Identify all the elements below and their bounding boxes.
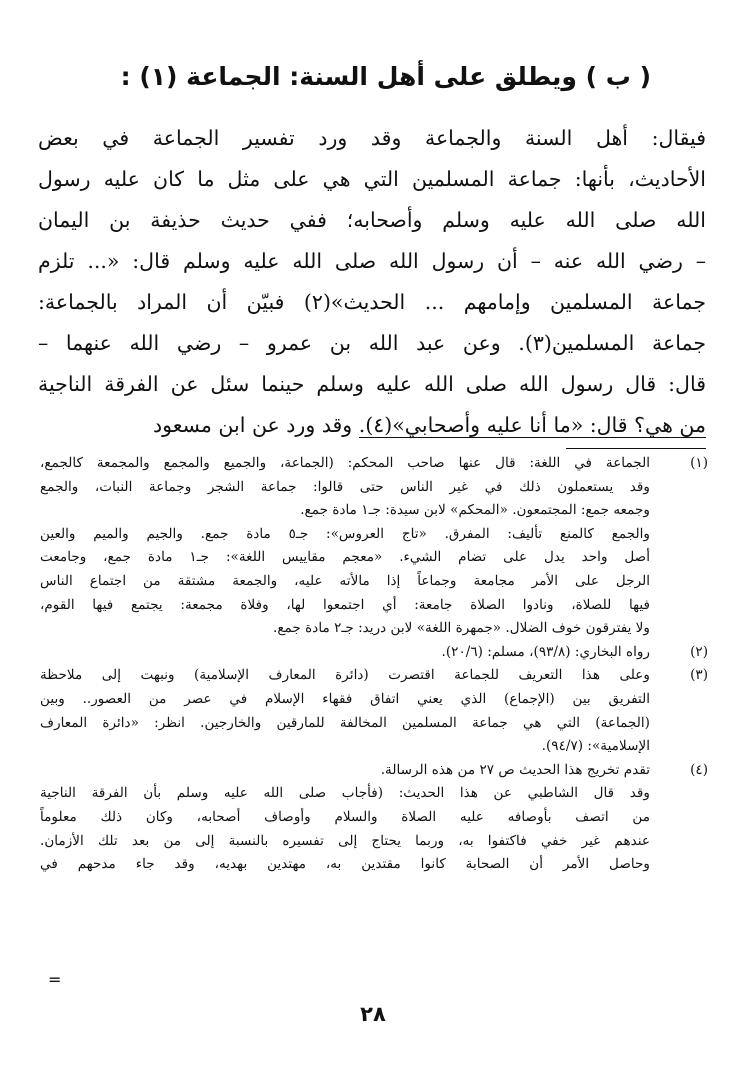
footnote-1 bbox=[40, 452, 708, 641]
footnote-number: (٢) bbox=[690, 643, 708, 660]
body-line: قال: قال رسول الله صلى الله عليه وسلم حينما سئل عن الفرقة الناجية bbox=[38, 372, 706, 396]
footnote-line: الإسلامية»: (٩٤/٧). bbox=[541, 738, 650, 755]
footnote-line: وقد يستعملون ذلك في غير الناس حتى قالوا: جماعة الشجر وجماعة النبات، والجمع bbox=[40, 478, 650, 495]
footnote-number: (٣) bbox=[690, 667, 708, 684]
body-line: الأحاديث، بأنها: جماعة المسلمين التي هي على مثل ما كان عليه رسول bbox=[38, 167, 706, 191]
body-line-rest: وقد ورد عن ابن مسعود bbox=[153, 413, 359, 437]
body-line: – رضي الله عنه – أن رسول الله صلى الله عليه وسلم قال: «... تلزم bbox=[38, 249, 706, 273]
footnote-line: فيها للصلاة، ونادوا الصلاة جامعة: أي اجتمعوا لها، وفلاة مجمعة: يجتمع فيها القوم، bbox=[40, 596, 650, 613]
continuation-mark: = bbox=[48, 970, 62, 989]
footnote-line: (الجماعة) التي هي جماعة المسلمين المخالفة للمارقين والخارجين. انظر: «دائرة المعارف bbox=[40, 714, 650, 731]
footnote-number: (٤) bbox=[690, 761, 708, 778]
footnote-line: وجمعه جمع: المجتمعون. «المحكم» لابن سيدة: جـ١ مادة جمع. bbox=[300, 502, 650, 519]
footnote-line: أصل واحد يدل على تضام الشيء. «معجم مقاييس اللغة»: جـ١ مادة جمع، وجامعت bbox=[40, 549, 650, 566]
footnote-line: التفريق بين (الإجماع) الذي يعني اتفاق فقهاء الإسلام في عصر من العصور.. وبين bbox=[40, 690, 650, 707]
footnote-line: تقدم تخريج هذا الحديث ص ٢٧ من هذه الرسالة. bbox=[380, 761, 650, 778]
footnotes bbox=[40, 452, 708, 877]
footnote-line: الرجل على الأمر مجامعة وجماعاً إذا مالأته عليه، والجمعة مشتقة من اجتماع الناس bbox=[40, 572, 650, 589]
footnote-line: الجماعة في اللغة: قال عنها صاحب المحكم: (الجماعة، والجميع والمجمع والمجمعة كالجمع، bbox=[40, 455, 650, 471]
footnote-line: رواه البخاري: (٩٣/٨)، مسلم: (٢٠/٦). bbox=[441, 643, 650, 660]
section-heading: ( ب ) ويطلق على أهل السنة: الجماعة (١) : bbox=[120, 62, 651, 91]
footnote-line: من اتصف بأوصافه عليه الصلاة والسلام وأوصاف أصحابه، وكان ذلك معلوماً bbox=[40, 808, 650, 825]
footnote-line: ولا يفترقون خوف الضلال. «جمهرة اللغة» لابن دريد: جـ٢ مادة جمع. bbox=[273, 620, 650, 637]
page-number: ٢٨ bbox=[360, 1002, 386, 1026]
footnote-2 bbox=[40, 641, 708, 665]
body-line: جماعة المسلمين وإمامهم ... الحديث»(٢) فبيّن أن المراد بالجماعة: bbox=[38, 290, 706, 314]
footnote-line: وقد قال الشاطبي عن هذا الحديث: (فأجاب صلى الله عليه وسلم بأن الفرقة الناجية bbox=[40, 785, 650, 802]
body-line: الله صلى الله عليه وسلم وأصحابه؛ ففي حديث حذيفة بن اليمان bbox=[38, 208, 706, 232]
footnote-3 bbox=[40, 664, 708, 758]
footnote-line: وحاصل الأمر أن الصحابة كانوا مقتدين به، مهتدين بهديه، وقد جاء مدحهم في bbox=[40, 856, 650, 873]
footnote-line: والجمع كالمنع تأليف: المفرق. «تاج العروس»: جـ٥ مادة جمع. والجيم والميم والعين bbox=[40, 525, 650, 542]
body-line-last bbox=[38, 405, 706, 446]
main-text bbox=[38, 118, 706, 446]
body-line: فيقال: أهل السنة والجماعة وقد ورد تفسير الجماعة في بعض bbox=[38, 126, 706, 150]
footnote-line: عندهم غير خفي فاكتفوا به، وربما يحتاج إلى تفسيره بالنسبة إلى من بعد تلك الأزمان. bbox=[40, 832, 650, 849]
footnote-4 bbox=[40, 759, 708, 877]
footnote-number: (١) bbox=[690, 455, 708, 471]
footnote-line: وعلى هذا التعريف للجماعة اقتصرت (دائرة المعارف الإسلامية) ونبهت إلى ملاحظة bbox=[40, 667, 650, 684]
underlined-hadith: من هي؟ قال: «ما أنا عليه وأصحابي»(٤). bbox=[358, 413, 706, 437]
footnote-separator bbox=[566, 448, 706, 449]
body-line: جماعة المسلمين(٣). وعن عبد الله بن عمرو – رضي الله عنهما – bbox=[38, 331, 706, 355]
